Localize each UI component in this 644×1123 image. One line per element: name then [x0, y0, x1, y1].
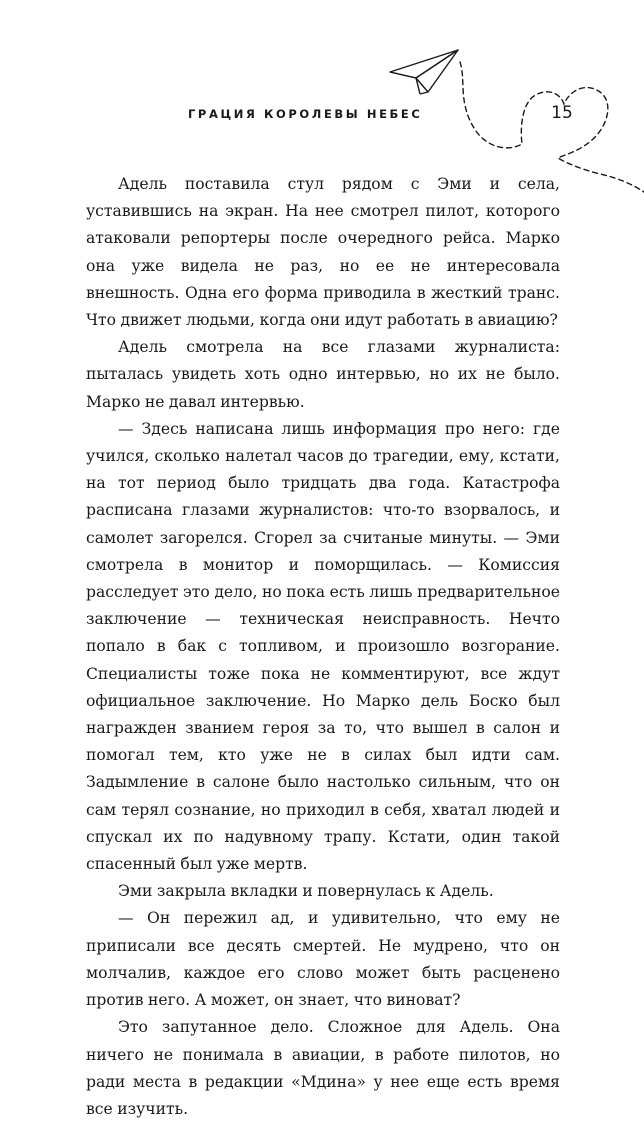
page-number: 15 [551, 103, 573, 123]
paragraph: Эми закрыла вкладки и повернулась к Адель. [118, 882, 494, 901]
paragraph: — Он пережил ад, и удивительно, что ему не приписали все десять смертей. Не мудрено, что он молчалив, каждое его слово может быть расценено против него. А может, он знает, что виноват? [86, 909, 560, 1010]
body-text [86, 171, 560, 1123]
paragraph: Это запутанное дело. Сложное для Адель. Она ничего не понимала в авиации, в работе пилотов, но ради места в редакции «Мдина» у нее еще есть время все изучить. [86, 1018, 560, 1118]
paragraph: Адель смотрела на все глазами журналиста: пыталась увидеть хоть одно интервью, но их не было. Марко не давал интервью. [86, 338, 560, 411]
paragraph: Адель поставила стул рядом с Эми и села, уставившись на экран. На нее смотрел пилот, которого атаковали репортеры после очередного рейса. Марко она уже видела не раз, но ее не интересовала внешность. Одна его форма приводила в жесткий транс. Что движет людьми, когда они идут работать в авиацию? [86, 175, 560, 330]
paper-plane-icon [390, 50, 458, 94]
paragraph: — Здесь написана лишь информация про него: где учился, сколько налетал часов до трагедии, ему, кстати, на тот период было тридцать два года. Катастрофа расписана глазами журналистов: что-то взорвалось, и самолет загорелся. Сгорел за считаные минуты. — Эми смотрела в монитор и поморщилась. — Комиссия расследует это дело, но пока есть лишь предварительное заключение — техническая неисправность. Нечто попало в бак с топливом, и произошло возгорание. Специалисты тоже пока не комментируют, все ждут официальное заключение. Но Марко дель Боско был награжден званием героя за то, что вышел в салон и помогал тем, кто уже не в силах был идти сам. Задымление в салоне было настолько сильным, что он сам терял сознание, но приходил в себя, хватал людей и спускал их по надувному трапу. Кстати, один такой спасенный был уже мертв. [86, 419, 560, 874]
running-title: ГРАЦИЯ КОРОЛЕВЫ НЕБЕС [188, 107, 423, 121]
